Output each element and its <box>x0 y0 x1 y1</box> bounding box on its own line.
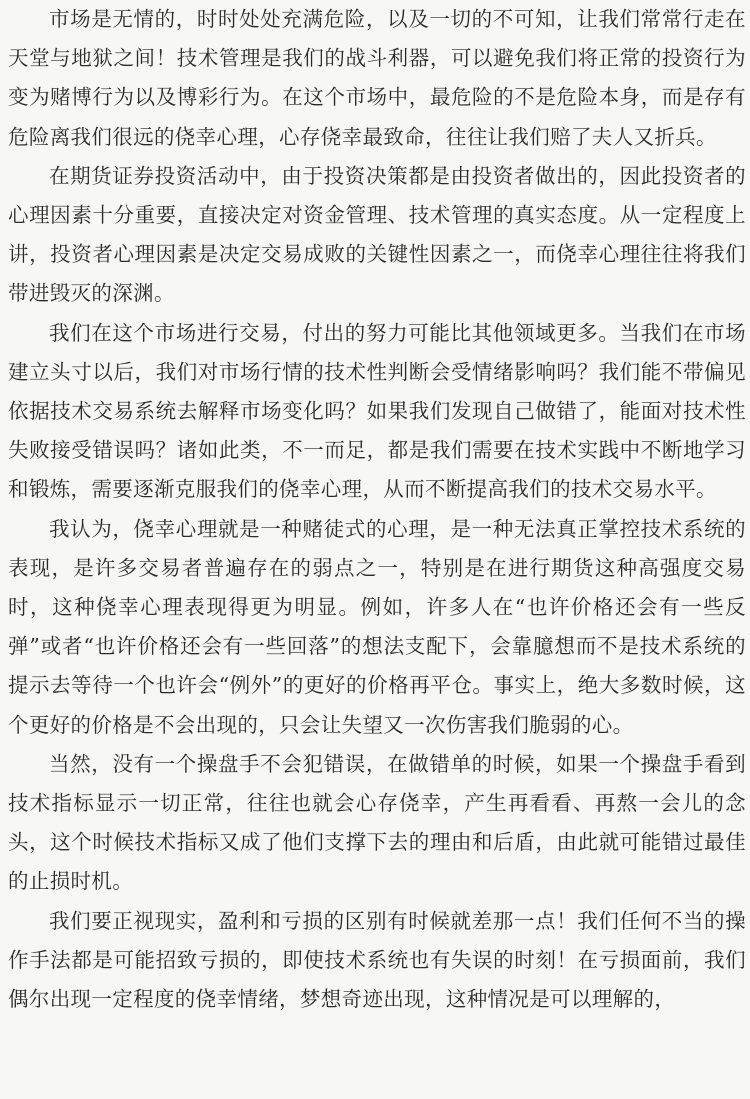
paragraph-5: 当然，没有一个操盘手不会犯错误，在做错单的时候，如果一个操盘手看到技术指标显示一切正常，往往也就会心存侥幸，产生再看看、再熬一会儿的念头，这个时候技术指标又成了他们支撑下去的理由和后盾，由此就可能错过最佳的止损时机。 <box>8 751 746 894</box>
document-page <box>8 0 746 1019</box>
paragraph-1: 市场是无情的，时时处处充满危险，以及一切的不可知，让我们常常行走在天堂与地狱之间！技术管理是我们的战斗利器，可以避免我们将正常的投资行为变为赌博行为以及博彩行为。在这个市场中，最危险的不是危险本身，而是存有危险离我们很远的侥幸心理，心存侥幸最致命，往往让我们赔了夫人又折兵。 <box>8 7 746 149</box>
paragraph-6: 我们要正视现实，盈利和亏损的区别有时候就差那一点！我们任何不当的操作手法都是可能招致亏损的，即使技术系统也有失误的时刻！在亏损面前，我们偶尔出现一定程度的侥幸情绪，梦想奇迹出现，这种情况是可以理解的， <box>8 908 746 1012</box>
paragraph-4: 我认为，侥幸心理就是一种赌徒式的心理，是一种无法真正掌控技术系统的表现，是许多交易者普遍存在的弱点之一，特别是在进行期货这种高强度交易时，这种侥幸心理表现得更为明显。例如，许多人在“也许价格还会有一些反弹”或者“也许价格还会有一些回落”的想法支配下，会靠臆想而不是技术系统的提示去等待一个也许会“例外”的更好的价格再平仓。事实上，绝大多数时候，这个更好的价格是不会出现的，只会让失望又一次伤害我们脆弱的心。 <box>8 516 746 737</box>
paragraph-2: 在期货证券投资活动中，由于投资决策都是由投资者做出的，因此投资者的心理因素十分重要，直接决定对资金管理、技术管理的真实态度。从一定程度上讲，投资者心理因素是决定交易成败的关键性因素之一，而侥幸心理往往将我们带进毁灭的深渊。 <box>8 163 746 306</box>
paragraph-3: 我们在这个市场进行交易，付出的努力可能比其他领域更多。当我们在市场建立头寸以后，我们对市场行情的技术性判断会受情绪影响吗？我们能不带偏见依据技术交易系统去解释市场变化吗？如果我们发现自己做错了，能面对技术性失败接受错误吗？诸如此类，不一而足，都是我们需要在技术实践中不断地学习和锻炼，需要逐渐克服我们的侥幸心理，从而不断提高我们的技术交易水平。 <box>8 320 746 502</box>
